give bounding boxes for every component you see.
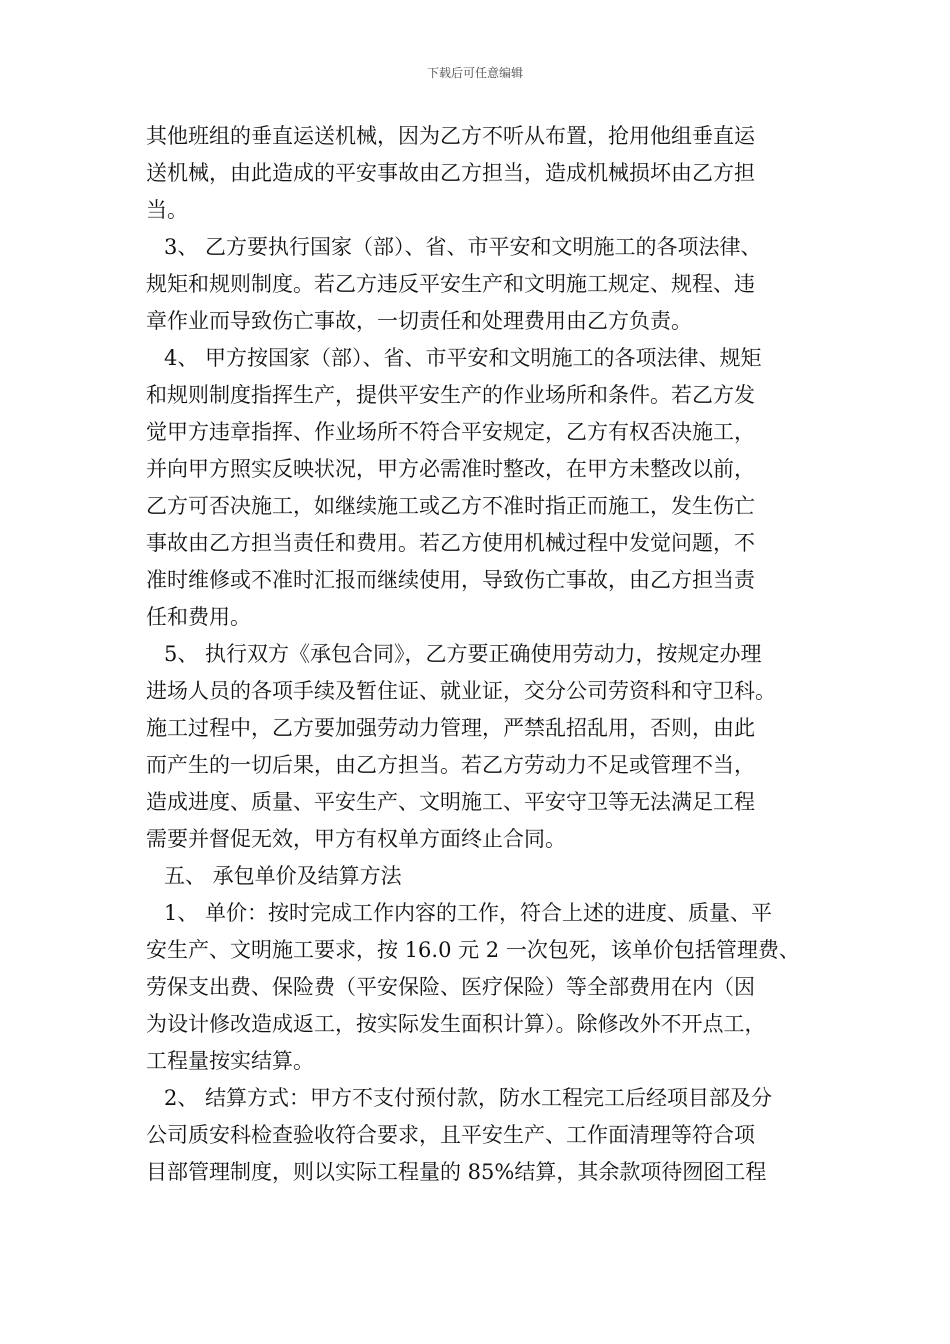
text-line: 五、 承包单价及结算方法 [164, 864, 402, 888]
text-line: 和规则制度指挥生产，提供平安生产的作业场所和条件。若乙方发 [146, 383, 755, 407]
text-line: 其他班组的垂直运送机械，因为乙方不听从布置，抢用他组垂直运 [146, 124, 755, 148]
text-line: 并向甲方照实反映状况，甲方必需准时整改，在甲方未整改以前， [146, 457, 755, 481]
text-line: 规矩和规则制度。若乙方违反平安生产和文明施工规定、规程、违 [146, 272, 755, 296]
text-line: 1、 单价：按时完成工作内容的工作，符合上述的进度、质量、平 [164, 901, 773, 925]
page-header: 下载后可任意编辑 [426, 66, 523, 80]
text-line: 公司质安科检查验收符合要求，且平安生产、工作面清理等符合项 [146, 1123, 755, 1147]
text-line: 目部管理制度，则以实际工程量的 85%结算，其余款项待囫囵工程 [146, 1160, 767, 1184]
text-line: 造成进度、质量、平安生产、文明施工、平安守卫等无法满足工程 [146, 790, 755, 814]
text-line: 觉甲方违章指挥、作业场所不符合平安规定，乙方有权否决施工， [146, 420, 755, 444]
text-line: 乙方可否决施工，如继续施工或乙方不准时指正而施工，发生伤亡 [146, 494, 755, 518]
text-line: 任和费用。 [146, 605, 251, 629]
text-line: 事故由乙方担当责任和费用。若乙方使用机械过程中发觉问题，不 [146, 531, 755, 555]
text-line: 工程量按实结算。 [146, 1049, 314, 1073]
text-line: 需要并督促无效，甲方有权单方面终止合同。 [146, 827, 566, 851]
text-line: 为设计修改造成返工，按实际发生面积计算）。除修改外不开点工， [146, 1012, 766, 1036]
text-line: 当。 [146, 198, 188, 222]
text-line: 4、 甲方按国家（部）、省、市平安和文明施工的各项法律、规矩 [164, 346, 762, 370]
text-line: 送机械，由此造成的平安事故由乙方担当，造成机械损坏由乙方担 [146, 161, 755, 185]
text-line: 安生产、文明施工要求，按 16.0 元 2 一次包死，该单价包括管理费、 [146, 938, 800, 962]
text-line: 2、 结算方式：甲方不支付预付款，防水工程完工后经项目部及分 [164, 1086, 773, 1110]
text-line: 施工过程中，乙方要加强劳动力管理，严禁乱招乱用，否则，由此 [146, 716, 755, 740]
document-body [146, 118, 826, 1191]
text-line: 劳保支出费、保险费（平安保险、医疗保险）等全部费用在内（因 [146, 975, 755, 999]
text-line: 章作业而导致伤亡事故，一切责任和处理费用由乙方负责。 [146, 309, 692, 333]
text-line: 进场人员的各项手续及暂住证、就业证，交分公司劳资科和守卫科。 [146, 679, 776, 703]
text-line: 5、 执行双方《承包合同》，乙方要正确使用劳动力，按规定办理 [164, 642, 762, 666]
text-line: 3、 乙方要执行国家（部）、省、市平安和文明施工的各项法律、 [164, 235, 762, 259]
text-line: 准时维修或不准时汇报而继续使用，导致伤亡事故，由乙方担当责 [146, 568, 755, 592]
text-line: 而产生的一切后果，由乙方担当。若乙方劳动力不足或管理不当， [146, 753, 755, 777]
